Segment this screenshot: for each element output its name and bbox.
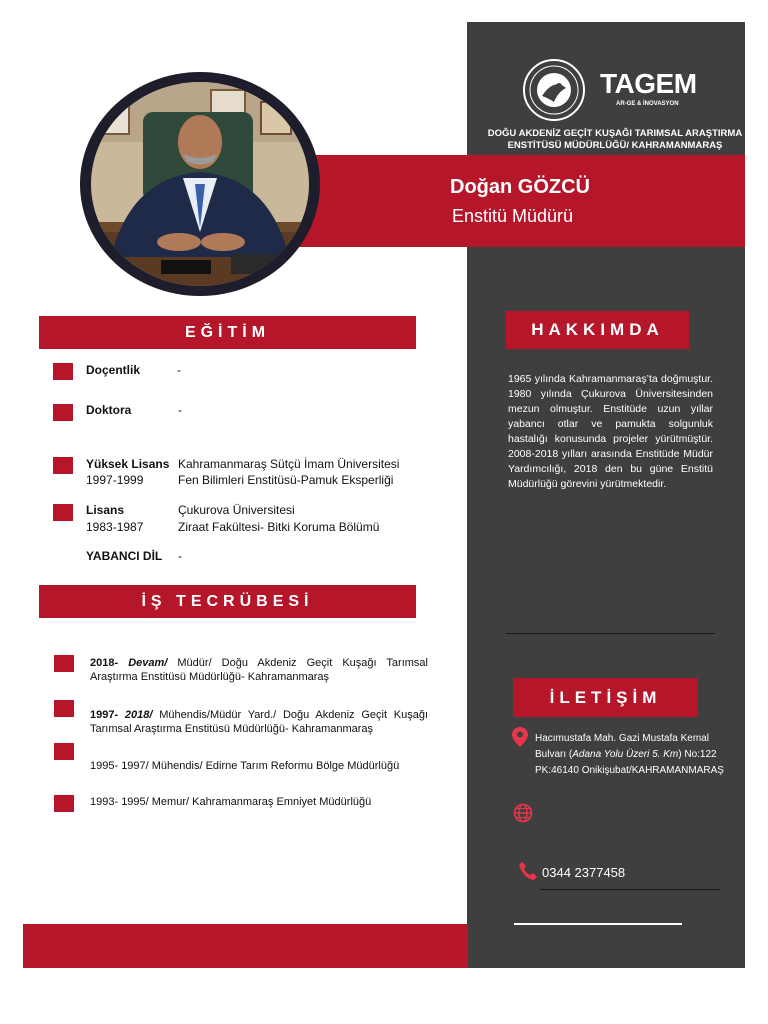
- experience-text: Müdür/ Doğu Akdeniz Geçit Kuşağı Tarımsal Araştırma Enstitüsü Müdürlüğü- Kahramanmaraş: [90, 657, 428, 683]
- profile-photo: [91, 82, 309, 286]
- address-part: ) No:122 PK:46140 Onikişubat/KAHRAMANMARAŞ: [535, 749, 724, 776]
- contact-address: [535, 731, 735, 779]
- education-bullet: [53, 363, 73, 380]
- experience-bullet: [54, 655, 74, 672]
- education-years: 1983-1987: [86, 520, 144, 534]
- contact-phone: 0344 2377458: [542, 865, 626, 880]
- experience-bullet: [54, 743, 74, 760]
- language-label: YABANCI DİL: [86, 549, 163, 563]
- ministry-seal-icon: [522, 58, 586, 122]
- experience-bullet: [54, 700, 74, 717]
- education-label: Yüksek Lisans: [86, 457, 170, 471]
- about-text: 1965 yılında Kahramanmaraş’ta doğmuştur. 1980 yılında Çukurova Üniversitesinden mezun olmuştur. Enstitüde uzun yıllar yabancı otlar ve pamukta solgunluk hastalığı konusunda projeler yürütmüştür. 2008-2018 yılları arasında Enstitüde Müdür Yardımcılığı, 2018 den bu güne Enstitü Müdürlüğü görevini yürütmektedir.: [508, 373, 713, 490]
- education-label: Doktora: [86, 403, 132, 417]
- experience-text: Mühendis/Müdür Yard./ Doğu Akdeniz Geçit Kuşağı Tarımsal Araştırma Enstitüsü Müdürlüğü- Kahramanmaraş: [90, 709, 428, 735]
- address-road: Adana Yolu Üzeri 5. Km: [572, 749, 679, 760]
- experience-item: 1993- 1995/ Memur/ Kahramanmaraş Emniyet Müdürlüğü: [90, 796, 372, 808]
- globe-icon: [513, 803, 533, 823]
- experience-period-emphasis: Devam/: [128, 657, 168, 669]
- tagem-tagline: AR-GE & İNOVASYON: [616, 101, 679, 107]
- language-value: -: [178, 549, 182, 563]
- contact-heading: İLETİŞİM: [513, 678, 698, 717]
- experience-item: [90, 656, 428, 684]
- experience-bullet: [54, 795, 74, 812]
- education-value: -: [178, 403, 182, 417]
- experience-period: 1997-: [90, 709, 119, 721]
- divider-line: [506, 633, 715, 634]
- location-pin-icon: [512, 727, 528, 747]
- about-heading: HAKKIMDA: [506, 311, 689, 349]
- education-label: Doçentlik: [86, 363, 141, 377]
- bottom-accent-bar: [23, 924, 468, 968]
- education-value: Kahramanmaraş Sütçü İmam Üniversitesi: [178, 457, 400, 471]
- education-value: Ziraat Fakültesi- Bitki Koruma Bölümü: [178, 520, 380, 534]
- profile-photo-illustration: [91, 82, 309, 286]
- education-label: Lisans: [86, 503, 125, 517]
- address-part: Hacımustafa Mah. Gazi Mustafa Kemal Bulvarı (: [535, 733, 709, 760]
- education-bullet: [53, 404, 73, 421]
- phone-underline: [540, 889, 720, 890]
- education-years: 1997-1999: [86, 473, 144, 487]
- institute-name: DOĞU AKDENİZ GEÇİT KUŞAĞI TARIMSAL ARAŞTIRMA ENSTİTÜSÜ MÜDÜRLÜĞÜ/ KAHRAMANMARAŞ: [487, 128, 743, 151]
- bottom-white-line: [514, 923, 682, 925]
- education-bullet: [53, 504, 73, 521]
- education-value: -: [177, 363, 181, 377]
- phone-icon: [518, 861, 538, 881]
- education-value: Fen Bilimleri Enstitüsü-Pamuk Eksperliği: [178, 473, 394, 487]
- experience-item: [90, 708, 428, 736]
- name-banner: [286, 155, 745, 247]
- education-value: Çukurova Üniversitesi: [178, 503, 295, 517]
- person-name: Doğan GÖZCÜ: [450, 176, 590, 198]
- person-title: Enstitü Müdürü: [452, 206, 574, 226]
- experience-heading: İŞ TECRÜBESİ: [39, 585, 416, 618]
- experience-period-emphasis: 2018/: [124, 709, 153, 721]
- education-bullet: [53, 457, 73, 474]
- experience-item: 1995- 1997/ Mühendis/ Edirne Tarım Reformu Bölge Müdürlüğü: [90, 760, 400, 772]
- experience-period: 2018-: [90, 657, 119, 669]
- tagem-logo: TAGEM: [600, 68, 697, 99]
- education-heading: EĞİTİM: [39, 316, 416, 349]
